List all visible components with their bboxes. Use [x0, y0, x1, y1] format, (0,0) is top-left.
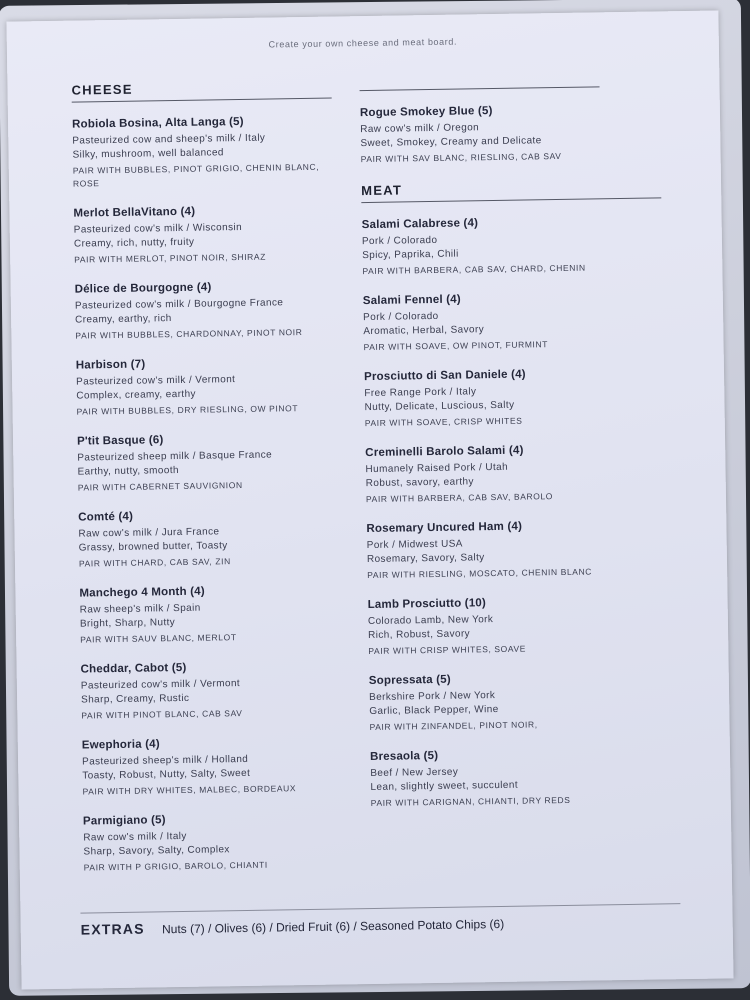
item-name: Creminelli Barolo Salami (4) — [365, 444, 524, 460]
menu-item — [364, 366, 665, 430]
item-name: Ewephoria (4) — [81, 738, 160, 752]
item-name: P'tit Basque (6) — [76, 434, 164, 448]
item-notes: Bright, Sharp, Nutty — [79, 617, 176, 630]
item-notes: Lean, slightly sweet, succulent — [370, 779, 519, 794]
meat-column — [359, 73, 671, 827]
menu-item — [77, 432, 338, 495]
extras-items: Nuts (7) / Olives (6) / Dried Fruit (6) / Seasoned Potato Chips (6) — [161, 916, 505, 937]
item-pairing: PAIR WITH BARBERA, CAB SAV, BAROLO — [365, 491, 554, 505]
right-column-rule — [359, 74, 599, 91]
item-name: Bresaola (5) — [369, 749, 439, 764]
item-origin: Pasteurized cow's milk / Vermont — [80, 678, 241, 692]
item-pairing: PAIR WITH BUBBLES, CHARDONNAY, PINOT NOIR — [75, 327, 303, 341]
item-origin: Colorado Lamb, New York — [367, 614, 494, 628]
item-name: Délice de Bourgogne (4) — [74, 281, 212, 296]
item-name: Harbison (7) — [75, 358, 146, 372]
item-origin: Berkshire Pork / New York — [369, 690, 496, 704]
menu-item — [73, 204, 334, 267]
menu-item — [72, 115, 333, 191]
item-pairing: PAIR WITH P GRIGIO, BAROLO, CHIANTI — [83, 859, 268, 873]
extras-label: EXTRAS — [80, 920, 145, 938]
item-notes: Creamy, rich, nutty, fruity — [73, 236, 195, 250]
item-origin: Pasteurized cow and sheep's milk / Italy — [72, 132, 266, 147]
item-pairing: PAIR WITH CHARD, CAB SAV, ZIN — [78, 556, 231, 569]
menu-item — [75, 280, 336, 343]
item-notes: Earthy, nutty, smooth — [77, 464, 180, 478]
menu-item — [81, 659, 342, 722]
item-origin: Raw cow's milk / Jura France — [78, 526, 220, 540]
item-origin: Pasteurized cow's milk / Bourgogne France — [74, 297, 284, 312]
item-notes: Sharp, Creamy, Rustic — [81, 692, 190, 706]
menu-item — [368, 594, 669, 658]
item-name: Rogue Smokey Blue (5) — [359, 105, 493, 120]
menu-item — [366, 518, 667, 582]
menu-item — [83, 811, 344, 874]
item-pairing: PAIR WITH SOAVE, OW PINOT, FURMINT — [363, 339, 549, 353]
item-name: Salami Calabrese (4) — [361, 217, 479, 232]
item-name: Parmigiano (5) — [82, 814, 166, 828]
menu-item-rogue-smokey-blue — [360, 102, 661, 166]
item-pairing: PAIR WITH BUBBLES, DRY RIESLING, OW PINOT — [76, 403, 299, 417]
item-notes: Complex, creamy, earthy — [76, 388, 197, 402]
menu-item — [82, 735, 343, 798]
item-notes: Toasty, Robust, Nutty, Salty, Sweet — [82, 767, 251, 782]
item-origin: Pasteurized sheep's milk / Holland — [81, 753, 249, 768]
item-pairing: PAIR WITH SAUV BLANC, MERLOT — [80, 632, 237, 645]
item-origin: Pasteurized cow's milk / Wisconsin — [73, 221, 243, 236]
item-notes: Grassy, browned butter, Toasty — [78, 540, 228, 554]
item-origin: Raw cow's milk / Italy — [83, 830, 187, 844]
item-name: Robiola Bosina, Alta Langa (5) — [71, 115, 244, 131]
item-pairing: PAIR WITH RIESLING, MOSCATO, CHENIN BLANC — [367, 566, 593, 581]
menu-item — [369, 670, 670, 734]
item-notes: Rosemary, Savory, Salty — [366, 552, 485, 566]
item-pairing: PAIR WITH MERLOT, PINOT NOIR, SHIRAZ — [74, 251, 267, 265]
item-name: Prosciutto di San Daniele (4) — [363, 368, 526, 384]
item-pairing: PAIR WITH CABERNET SAUVIGNION — [77, 479, 243, 493]
menu-item — [362, 214, 663, 278]
item-pairing: PAIR WITH PINOT BLANC, CAB SAV — [81, 708, 243, 721]
item-name: Cheddar, Cabot (5) — [80, 661, 187, 676]
item-pairing: PAIR WITH DRY WHITES, MALBEC, BORDEAUX — [82, 783, 297, 797]
menu-tagline: Create your own cheese and meat board. — [268, 36, 458, 50]
item-origin: Pasteurized cow's milk / Vermont — [76, 374, 236, 388]
menu-item — [79, 583, 340, 646]
item-name: Salami Fennel (4) — [362, 293, 461, 308]
item-name: Lamb Prosciutto (10) — [367, 597, 487, 612]
item-origin: Raw cow's milk / Oregon — [360, 122, 480, 136]
item-pairing: PAIR WITH SAV BLANC, RIESLING, CAB SAV — [360, 150, 562, 165]
cheese-list — [72, 115, 344, 875]
item-origin: Humanely Raised Pork / Utah — [365, 461, 509, 476]
meat-list — [362, 214, 671, 810]
item-name: Comté (4) — [78, 510, 134, 524]
menu-item — [76, 356, 337, 419]
menu-item — [370, 746, 671, 810]
item-notes: Aromatic, Herbal, Savory — [363, 324, 485, 338]
item-origin: Pork / Colorado — [361, 234, 438, 248]
cheese-column — [71, 79, 344, 892]
menu-page — [6, 10, 733, 989]
item-name: Manchego 4 Month (4) — [79, 585, 205, 600]
menu-item — [78, 508, 339, 571]
item-notes: Robust, savory, earthy — [365, 476, 474, 490]
item-origin: Free Range Pork / Italy — [364, 386, 477, 400]
item-pairing: PAIR WITH BARBERA, CAB SAV, CHARD, CHENIN — [362, 262, 586, 277]
item-name: Rosemary Uncured Ham (4) — [366, 520, 523, 536]
item-name: Merlot BellaVitano (4) — [73, 205, 196, 220]
item-pairing: PAIR WITH CRISP WHITES, SOAVE — [368, 643, 527, 657]
item-notes: Creamy, earthy, rich — [75, 313, 172, 326]
item-notes: Sweet, Smokey, Creamy and Delicate — [360, 135, 542, 150]
item-pairing: PAIR WITH ZINFANDEL, PINOT NOIR, — [369, 719, 538, 733]
item-origin: Pork / Midwest USA — [366, 538, 463, 552]
menu-item — [363, 290, 664, 354]
item-pairing: PAIR WITH SOAVE, CRISP WHITES — [364, 415, 523, 429]
meat-section-title: MEAT — [361, 178, 661, 203]
item-notes: Spicy, Paprika, Chili — [362, 248, 459, 262]
item-notes: Sharp, Savory, Salty, Complex — [83, 844, 230, 858]
item-pairing: PAIR WITH CARIGNAN, CHIANTI, DRY REDS — [370, 794, 571, 809]
item-name: Sopressata (5) — [368, 673, 451, 688]
cheese-section-title: CHEESE — [71, 79, 331, 103]
menu-item — [365, 442, 666, 506]
item-origin: Raw sheep's milk / Spain — [79, 602, 201, 616]
item-notes: Nutty, Delicate, Luscious, Salty — [364, 399, 515, 414]
item-origin: Pasteurized sheep milk / Basque France — [77, 449, 273, 464]
item-notes: Silky, mushroom, well balanced — [72, 147, 224, 161]
item-notes: Rich, Robust, Savory — [368, 628, 471, 642]
extras-row — [80, 903, 680, 937]
item-origin: Pork / Colorado — [363, 310, 439, 324]
item-notes: Garlic, Black Pepper, Wine — [369, 704, 499, 718]
item-origin: Beef / New Jersey — [370, 766, 459, 780]
item-pairing: PAIR WITH BUBBLES, PINOT GRIGIO, CHENIN BLANC, ROSE — [72, 161, 320, 189]
